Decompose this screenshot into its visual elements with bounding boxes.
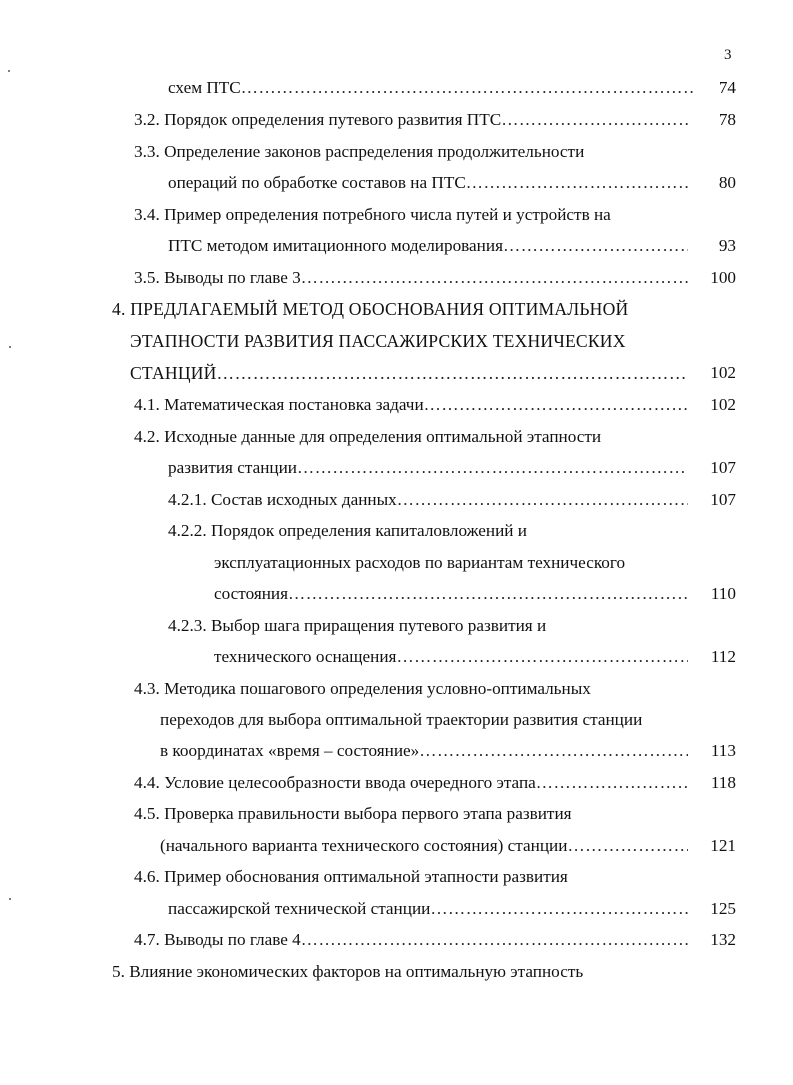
toc-chapter-title: ЭТАПНОСТИ РАЗВИТИЯ ПАССАЖИРСКИХ ТЕХНИЧЕСКИХ [130,331,626,351]
toc-entry-text: 5. Влияние экономических факторов на оптимальную этапность [112,962,584,981]
toc-entry-text: схем ПТС [168,78,241,97]
toc-line [134,927,688,953]
toc-line [168,896,688,922]
toc-line [168,487,688,513]
toc-line [168,455,688,481]
toc-line [160,707,700,733]
toc-entry-text: (начального варианта технического состояния) станции [160,836,568,855]
toc-line [134,392,688,418]
toc-entry-text: 4.2.3. Выбор шага приращения путевого развития и [168,616,547,635]
toc-page-number: 118 [710,773,736,792]
dot-leader [536,770,688,796]
dot-leader [301,927,688,953]
dot-leader [396,644,688,670]
dot-leader [466,170,688,196]
toc-page-number: 102 [710,363,736,382]
toc-entry-text: эксплуатационных расходов по вариантам технического [214,553,626,572]
toc-entry-text: ПТС методом имитационного моделирования [168,236,503,255]
toc-entry-text: в координатах «время – состояние» [160,741,420,760]
toc-line [134,107,689,133]
toc-line [130,328,675,354]
toc-page-number: 125 [710,899,736,918]
dot-leader [430,896,688,922]
toc-line [134,770,688,796]
scan-speck [9,346,11,348]
toc-page-number: 107 [710,490,736,509]
toc-line [168,170,688,196]
dot-leader [419,738,688,764]
toc-entry-text: 3.4. Пример определения потребного числа путей и устройств на [134,205,611,224]
toc-entry-text: технического оснащения [214,647,397,666]
dot-leader [217,360,688,386]
dot-leader [567,833,688,859]
toc-entry-text: 3.2. Порядок определения путевого развития ПТС [134,110,502,129]
toc-page-number: 110 [710,584,736,603]
toc-line [134,139,674,165]
toc-entry-text: 4.2. Исходные данные для определения оптимальной этапности [134,427,602,446]
toc-entry-text: развития станции [168,458,298,477]
toc-entry-text: 4.3. Методика пошагового определения условно-оптимальных [134,679,591,698]
toc-line [112,959,692,985]
toc-line [134,202,674,228]
toc-page-number: 74 [718,78,736,97]
toc-line [214,550,674,576]
toc-page-number: 121 [710,836,736,855]
toc-entry-text: 4.5. Проверка правильности выбора первого этапа развития [134,804,572,823]
toc-entry-text: 3.5. Выводы по главе 3 [134,268,301,287]
toc-line [134,424,674,450]
dot-leader [297,455,688,481]
toc-chapter-title: СТАНЦИЙ [130,363,217,383]
toc-entry-text: 4.6. Пример обоснования оптимальной этапности развития [134,867,568,886]
dot-leader [288,581,688,607]
toc-line [168,613,668,639]
toc-line [112,296,672,322]
toc-chapter-title: 4. ПРЕДЛАГАЕМЫЙ МЕТОД ОБОСНОВАНИЯ ОПТИМАЛЬНОЙ [112,299,629,319]
toc-entry-text: 4.2.1. Состав исходных данных [168,490,397,509]
toc-entry-text: 4.7. Выводы по главе 4 [134,930,301,949]
toc-line [130,360,688,386]
toc-page-number: 100 [710,268,736,287]
toc-line [160,833,688,859]
toc-line [134,801,674,827]
dot-leader [397,487,688,513]
toc-page-number: 78 [718,110,736,129]
dot-leader [503,233,688,259]
toc-page-number: 102 [710,395,736,414]
toc-entry-text: пассажирской технической станции [168,899,431,918]
toc-page-number: 93 [718,236,736,255]
toc-line [134,676,674,702]
toc-page-number: 107 [710,458,736,477]
toc-line [214,644,688,670]
toc-page-number: 132 [710,930,736,949]
toc-line [214,581,688,607]
toc-line [168,75,694,101]
toc-entry-text: 4.4. Условие целесообразности ввода очередного этапа [134,773,536,792]
toc-entry-text: 4.1. Математическая постановка задачи [134,395,424,414]
toc-entry-text: состояния [214,584,289,603]
toc-entry-text: операций по обработке составов на ПТС [168,173,466,192]
toc-page-number: 112 [710,647,736,666]
toc-entry-text: 3.3. Определение законов распределения продолжительности [134,142,585,161]
toc-page-number: 113 [710,741,736,760]
toc-entry-text: переходов для выбора оптимальной траектории развития станции [160,710,643,729]
dot-leader [501,107,689,133]
scan-speck [9,898,11,900]
toc-line [168,518,668,544]
toc-line [134,265,688,291]
toc-line [160,738,688,764]
toc-line [168,233,688,259]
scan-speck [8,70,10,72]
page-number: 3 [724,47,732,63]
dot-leader [241,75,694,101]
toc-page-number: 80 [718,173,736,192]
dot-leader [424,392,688,418]
dot-leader [301,265,688,291]
toc-entry-text: 4.2.2. Порядок определения капиталовложений и [168,521,527,540]
toc-line [134,864,674,890]
